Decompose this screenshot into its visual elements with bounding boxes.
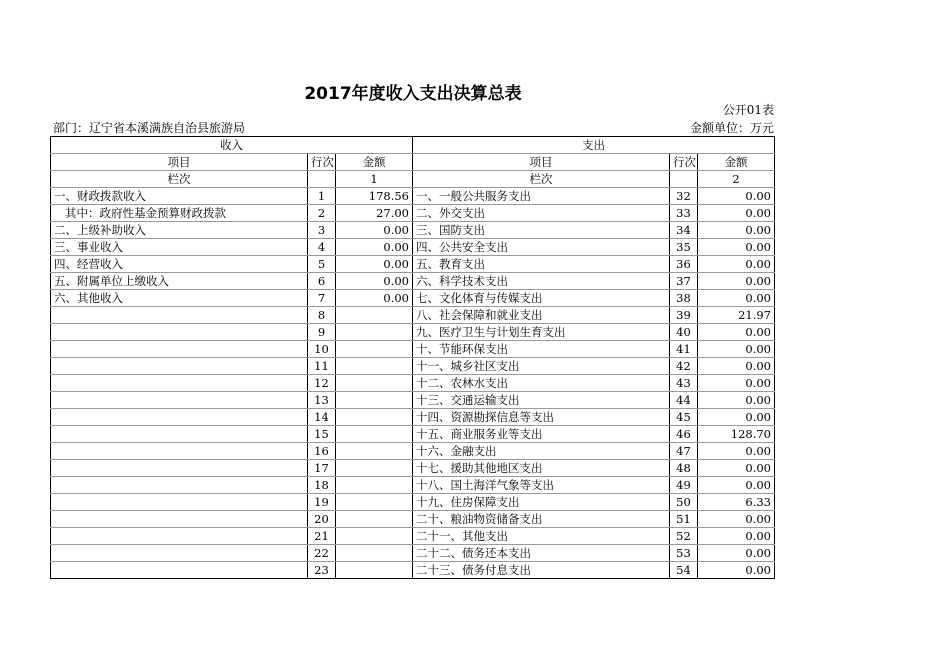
table-row xyxy=(51,477,775,494)
expense-amount-cell: 0.00 xyxy=(698,205,775,222)
expense-item-cell: 十一、城乡社区支出 xyxy=(413,358,670,375)
income-amount-cell xyxy=(336,460,413,477)
expense-amount-cell: 0.00 xyxy=(698,460,775,477)
expense-rowno-cell: 47 xyxy=(670,443,698,460)
table-row xyxy=(51,545,775,562)
income-amount-cell: 27.00 xyxy=(336,205,413,222)
income-amount-cell: 0.00 xyxy=(336,256,413,273)
table-row xyxy=(51,341,775,358)
table-row xyxy=(51,358,775,375)
table-row xyxy=(51,443,775,460)
income-amount-cell xyxy=(336,341,413,358)
income-item-cell xyxy=(51,528,308,545)
expense-col-number: 2 xyxy=(698,171,775,188)
expense-rowno-cell: 37 xyxy=(670,273,698,290)
expense-rowno-cell: 52 xyxy=(670,528,698,545)
income-item-cell xyxy=(51,426,308,443)
expense-amount-cell: 0.00 xyxy=(698,545,775,562)
income-item-cell xyxy=(51,409,308,426)
expense-amount-cell: 0.00 xyxy=(698,188,775,205)
income-item-cell: 二、上级补助收入 xyxy=(51,222,308,239)
expense-item-header: 项目 xyxy=(413,154,670,171)
expense-amount-cell: 0.00 xyxy=(698,341,775,358)
expense-amount-cell: 0.00 xyxy=(698,239,775,256)
expense-amount-cell: 0.00 xyxy=(698,528,775,545)
table-row xyxy=(51,307,775,324)
table-row xyxy=(51,324,775,341)
income-item-cell: 一、财政拨款收入 xyxy=(51,188,308,205)
expense-item-cell: 六、科学技术支出 xyxy=(413,273,670,290)
expense-item-cell: 十五、商业服务业等支出 xyxy=(413,426,670,443)
expense-item-cell: 十八、国土海洋气象等支出 xyxy=(413,477,670,494)
income-amount-cell xyxy=(336,511,413,528)
expense-rowno-header: 行次 xyxy=(670,154,698,171)
table-row xyxy=(51,188,775,205)
income-rowno-cell: 4 xyxy=(308,239,336,256)
expense-item-cell: 九、医疗卫生与计划生育支出 xyxy=(413,324,670,341)
income-amount-cell xyxy=(336,562,413,579)
income-rowno-cell: 7 xyxy=(308,290,336,307)
expense-item-cell: 十、节能环保支出 xyxy=(413,341,670,358)
expense-amount-cell: 0.00 xyxy=(698,222,775,239)
table-row xyxy=(51,528,775,545)
expense-rowno-cell: 45 xyxy=(670,409,698,426)
table-row xyxy=(51,273,775,290)
income-item-cell xyxy=(51,477,308,494)
expense-item-cell: 十七、援助其他地区支出 xyxy=(413,460,670,477)
expense-rowno-cell: 32 xyxy=(670,188,698,205)
income-item-cell xyxy=(51,307,308,324)
income-item-cell xyxy=(51,375,308,392)
expense-amount-cell: 0.00 xyxy=(698,358,775,375)
table-row xyxy=(51,239,775,256)
table-row xyxy=(51,409,775,426)
income-item-cell xyxy=(51,392,308,409)
income-rowno-cell: 2 xyxy=(308,205,336,222)
expense-col-blank xyxy=(670,171,698,188)
expense-item-cell: 二十二、债务还本支出 xyxy=(413,545,670,562)
expense-amount-cell: 6.33 xyxy=(698,494,775,511)
income-rowno-cell: 12 xyxy=(308,375,336,392)
table-row xyxy=(51,256,775,273)
income-amount-cell: 0.00 xyxy=(336,222,413,239)
income-amount-cell xyxy=(336,324,413,341)
budget-summary-table xyxy=(50,136,775,579)
expense-item-cell: 二十一、其他支出 xyxy=(413,528,670,545)
expense-rowno-cell: 50 xyxy=(670,494,698,511)
income-col-blank xyxy=(308,171,336,188)
income-item-cell: 其中：政府性基金预算财政拨款 xyxy=(51,205,308,222)
income-amount-cell xyxy=(336,409,413,426)
table-row xyxy=(51,222,775,239)
table-row xyxy=(51,205,775,222)
expense-rowno-cell: 43 xyxy=(670,375,698,392)
expense-amount-header: 金额 xyxy=(698,154,775,171)
expense-amount-cell: 0.00 xyxy=(698,409,775,426)
income-rowno-cell: 17 xyxy=(308,460,336,477)
income-amount-cell xyxy=(336,375,413,392)
expense-rowno-cell: 49 xyxy=(670,477,698,494)
income-amount-cell xyxy=(336,528,413,545)
table-row xyxy=(51,494,775,511)
income-rowno-cell: 9 xyxy=(308,324,336,341)
income-col-number: 1 xyxy=(336,171,413,188)
expense-amount-cell: 0.00 xyxy=(698,443,775,460)
expense-rowno-cell: 44 xyxy=(670,392,698,409)
expense-amount-cell: 0.00 xyxy=(698,375,775,392)
income-rowno-cell: 5 xyxy=(308,256,336,273)
form-number: 公开01表 xyxy=(722,103,774,117)
expense-item-cell: 三、国防支出 xyxy=(413,222,670,239)
expense-rowno-cell: 40 xyxy=(670,324,698,341)
expense-item-cell: 一、一般公共服务支出 xyxy=(413,188,670,205)
income-rowno-cell: 13 xyxy=(308,392,336,409)
income-rowno-cell: 10 xyxy=(308,341,336,358)
income-item-cell xyxy=(51,324,308,341)
expense-rowno-cell: 35 xyxy=(670,239,698,256)
expense-amount-cell: 0.00 xyxy=(698,392,775,409)
unit-label: 金额单位：万元 xyxy=(689,121,774,135)
expense-item-cell: 八、社会保障和就业支出 xyxy=(413,307,670,324)
income-rowno-cell: 23 xyxy=(308,562,336,579)
expense-amount-cell: 0.00 xyxy=(698,256,775,273)
expense-rowno-cell: 33 xyxy=(670,205,698,222)
income-item-header: 项目 xyxy=(51,154,308,171)
income-amount-cell xyxy=(336,443,413,460)
income-rowno-cell: 15 xyxy=(308,426,336,443)
income-rowno-cell: 1 xyxy=(308,188,336,205)
income-item-cell xyxy=(51,511,308,528)
expense-amount-cell: 128.70 xyxy=(698,426,775,443)
expense-amount-cell: 0.00 xyxy=(698,290,775,307)
income-rowno-cell: 6 xyxy=(308,273,336,290)
income-rowno-cell: 21 xyxy=(308,528,336,545)
expense-item-cell: 二、外交支出 xyxy=(413,205,670,222)
income-rowno-cell: 8 xyxy=(308,307,336,324)
income-amount-cell xyxy=(336,477,413,494)
expense-item-cell: 七、文化体育与传媒支出 xyxy=(413,290,670,307)
table-row xyxy=(51,375,775,392)
income-amount-cell: 0.00 xyxy=(336,290,413,307)
expense-rowno-cell: 46 xyxy=(670,426,698,443)
income-item-cell: 三、事业收入 xyxy=(51,239,308,256)
expense-item-cell: 十六、金融支出 xyxy=(413,443,670,460)
expense-rowno-cell: 54 xyxy=(670,562,698,579)
expense-amount-cell: 0.00 xyxy=(698,273,775,290)
income-amount-cell xyxy=(336,392,413,409)
expense-amount-cell: 0.00 xyxy=(698,511,775,528)
income-rowno-cell: 11 xyxy=(308,358,336,375)
income-col-label: 栏次 xyxy=(51,171,308,188)
expense-item-cell: 二十三、债务付息支出 xyxy=(413,562,670,579)
income-item-cell xyxy=(51,443,308,460)
income-amount-cell: 0.00 xyxy=(336,273,413,290)
income-rowno-cell: 20 xyxy=(308,511,336,528)
expense-rowno-cell: 36 xyxy=(670,256,698,273)
income-item-cell: 四、经营收入 xyxy=(51,256,308,273)
expense-amount-cell: 0.00 xyxy=(698,324,775,341)
income-rowno-cell: 22 xyxy=(308,545,336,562)
expense-item-cell: 十四、资源勘探信息等支出 xyxy=(413,409,670,426)
income-amount-cell xyxy=(336,494,413,511)
table-row xyxy=(51,426,775,443)
expense-rowno-cell: 38 xyxy=(670,290,698,307)
expense-item-cell: 五、教育支出 xyxy=(413,256,670,273)
expense-rowno-cell: 41 xyxy=(670,341,698,358)
department-label: 部门：辽宁省本溪满族自治县旅游局 xyxy=(53,121,246,135)
expense-item-cell: 十三、交通运输支出 xyxy=(413,392,670,409)
expense-rowno-cell: 42 xyxy=(670,358,698,375)
income-rowno-cell: 18 xyxy=(308,477,336,494)
income-item-cell xyxy=(51,460,308,477)
expense-item-cell: 二十、粮油物资储备支出 xyxy=(413,511,670,528)
expense-col-label: 栏次 xyxy=(413,171,670,188)
expense-amount-cell: 21.97 xyxy=(698,307,775,324)
income-amount-cell xyxy=(336,307,413,324)
income-amount-cell xyxy=(336,426,413,443)
income-item-cell: 六、其他收入 xyxy=(51,290,308,307)
income-item-cell xyxy=(51,494,308,511)
income-section-header: 收入 xyxy=(51,137,413,154)
income-item-cell xyxy=(51,562,308,579)
table-row xyxy=(51,562,775,579)
income-rowno-cell: 3 xyxy=(308,222,336,239)
income-item-cell: 五、附属单位上缴收入 xyxy=(51,273,308,290)
income-rowno-cell: 19 xyxy=(308,494,336,511)
income-amount-header: 金额 xyxy=(336,154,413,171)
table-row xyxy=(51,460,775,477)
income-amount-cell: 0.00 xyxy=(336,239,413,256)
expense-rowno-cell: 48 xyxy=(670,460,698,477)
table-row xyxy=(51,392,775,409)
expense-rowno-cell: 53 xyxy=(670,545,698,562)
expense-amount-cell: 0.00 xyxy=(698,477,775,494)
expense-item-cell: 十二、农林水支出 xyxy=(413,375,670,392)
income-rowno-cell: 14 xyxy=(308,409,336,426)
income-amount-cell xyxy=(336,545,413,562)
income-item-cell xyxy=(51,358,308,375)
expense-rowno-cell: 39 xyxy=(670,307,698,324)
income-item-cell xyxy=(51,341,308,358)
expense-section-header: 支出 xyxy=(413,137,775,154)
page-title: 2017年度收入支出决算总表 xyxy=(304,84,522,104)
table-row xyxy=(51,511,775,528)
income-item-cell xyxy=(51,545,308,562)
expense-item-cell: 四、公共安全支出 xyxy=(413,239,670,256)
income-rowno-header: 行次 xyxy=(308,154,336,171)
expense-item-cell: 十九、住房保障支出 xyxy=(413,494,670,511)
table-row xyxy=(51,290,775,307)
income-rowno-cell: 16 xyxy=(308,443,336,460)
expense-rowno-cell: 51 xyxy=(670,511,698,528)
expense-rowno-cell: 34 xyxy=(670,222,698,239)
expense-amount-cell: 0.00 xyxy=(698,562,775,579)
income-amount-cell: 178.56 xyxy=(336,188,413,205)
income-amount-cell xyxy=(336,358,413,375)
